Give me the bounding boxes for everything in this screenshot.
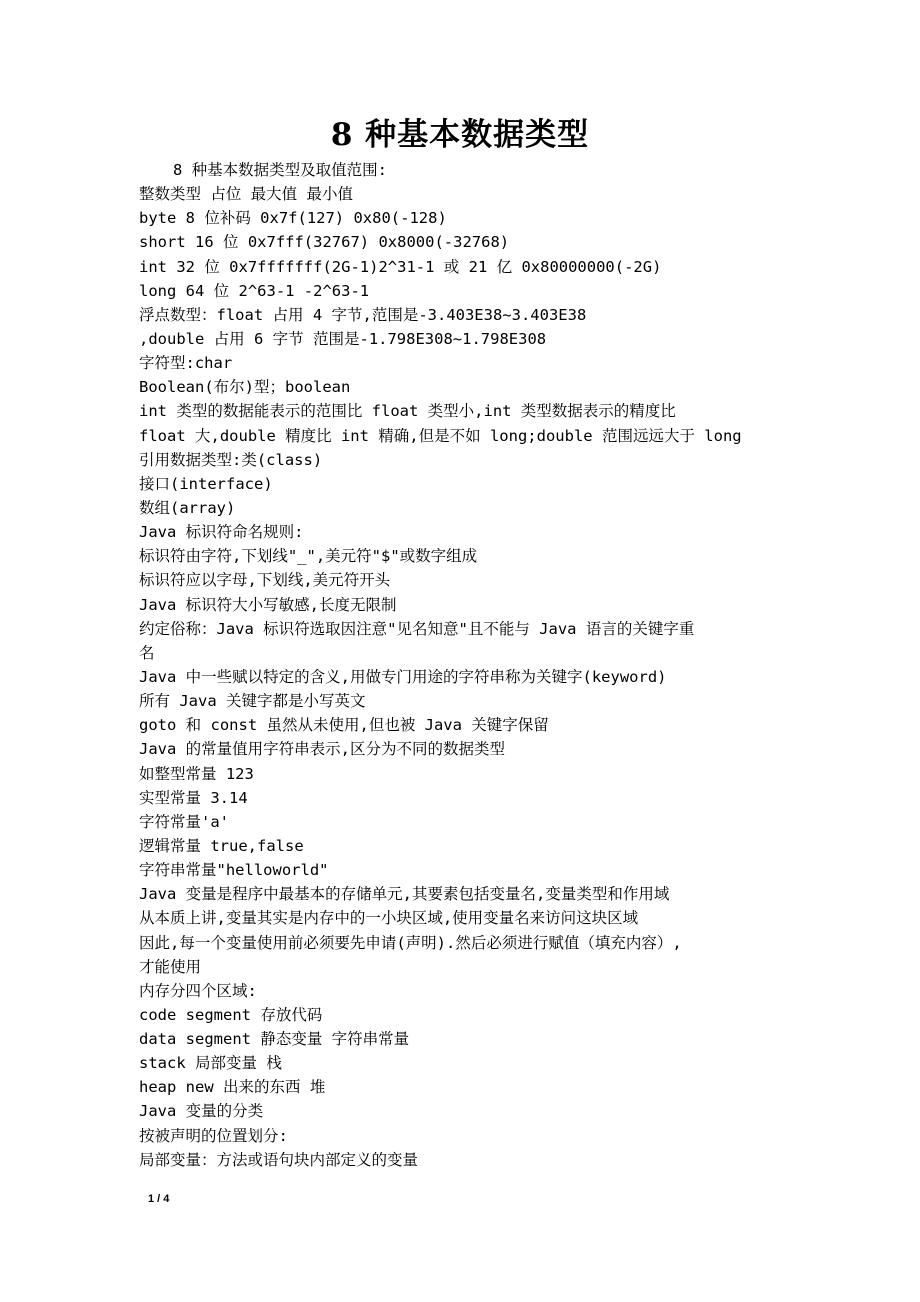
body-line: Boolean(布尔)型；boolean <box>139 378 351 397</box>
body-line: 字符常量'a' <box>139 812 229 831</box>
body-line: Java 变量的分类 <box>139 1102 264 1121</box>
body-line: 如整型常量 123 <box>139 764 254 783</box>
body-line: data segment 静态变量 字符串常量 <box>139 1030 410 1049</box>
body-line: stack 局部变量 栈 <box>139 1054 282 1073</box>
body-line: int 类型的数据能表示的范围比 float 类型小,int 类型数据表示的精度比 <box>139 402 676 421</box>
body-line: 字符型:char <box>139 354 233 373</box>
body-line: ,double 占用 6 字节 范围是-1.798E308~1.798E308 <box>139 329 547 348</box>
body-line: byte 8 位补码 0x7f(127) 0x80(-128) <box>139 209 447 228</box>
page-number: 1 / 4 <box>148 1193 170 1205</box>
body-line: 标识符应以字母,下划线,美元符开头 <box>139 571 391 590</box>
body-line: 所有 Java 关键字都是小写英文 <box>139 692 366 711</box>
body-line: 引用数据类型:类(class) <box>139 450 323 469</box>
body-line: Java 变量是程序中最基本的存储单元,其要素包括变量名,变量类型和作用域 <box>139 885 670 904</box>
body-line: 整数类型 占位 最大值 最小值 <box>139 185 353 204</box>
body-line: int 32 位 0x7fffffff(2G-1)2^31-1 或 21 亿 0x80000000(-2G) <box>139 257 662 276</box>
body-line: 局部变量：方法或语句块内部定义的变量 <box>139 1150 419 1169</box>
body-line: 实型常量 3.14 <box>139 788 248 807</box>
body-line: long 64 位 2^63-1 -2^63-1 <box>139 281 370 300</box>
body-line: Java 标识符大小写敏感,长度无限制 <box>139 595 397 614</box>
body-line: Java 的常量值用字符串表示,区分为不同的数据类型 <box>139 740 505 759</box>
body-line: code segment 存放代码 <box>139 1005 323 1024</box>
body-line: 接口(interface) <box>139 474 273 493</box>
body-line: 标识符由字符,下划线"_",美元符"$"或数字组成 <box>139 547 478 566</box>
body-line: 数组(array) <box>139 498 236 517</box>
body-line: Java 中一些赋以特定的含义,用做专门用途的字符串称为关键字(keyword) <box>139 667 667 686</box>
body-line: 内存分四个区域: <box>139 981 257 1000</box>
body-line: 浮点数型：float 占用 4 字节,范围是-3.403E38~3.403E38 <box>139 305 587 324</box>
body-line: 按被声明的位置划分: <box>139 1126 288 1145</box>
body-line: 从本质上讲,变量其实是内存中的一小块区域,使用变量名来访问这块区域 <box>139 909 639 928</box>
body-line: Java 标识符命名规则: <box>139 523 304 542</box>
body-line: 因此,每一个变量使用前必须要先申请(声明).然后必须进行赋值（填充内容）, <box>139 933 682 952</box>
body-line: float 大,double 精度比 int 精确,但是不如 long;double 范围远远大于 long <box>139 426 742 445</box>
document-body <box>139 158 789 1172</box>
body-line: 名 <box>139 643 155 662</box>
document-title: 8 种基本数据类型 <box>330 117 590 153</box>
body-line: short 16 位 0x7fff(32767) 0x8000(-32768) <box>139 233 510 252</box>
body-line: 字符串常量"helloworld" <box>139 861 329 880</box>
body-line: 逻辑常量 true,false <box>139 836 304 855</box>
body-line: 约定俗称：Java 标识符选取因注意"见名知意"且不能与 Java 语言的关键字重 <box>139 619 695 638</box>
body-line: heap new 出来的东西 堆 <box>139 1078 326 1097</box>
body-line: 8 种基本数据类型及取值范围: <box>173 161 387 179</box>
body-line: goto 和 const 虽然从未使用,但也被 Java 关键字保留 <box>139 716 549 735</box>
body-line: 才能使用 <box>139 957 202 976</box>
